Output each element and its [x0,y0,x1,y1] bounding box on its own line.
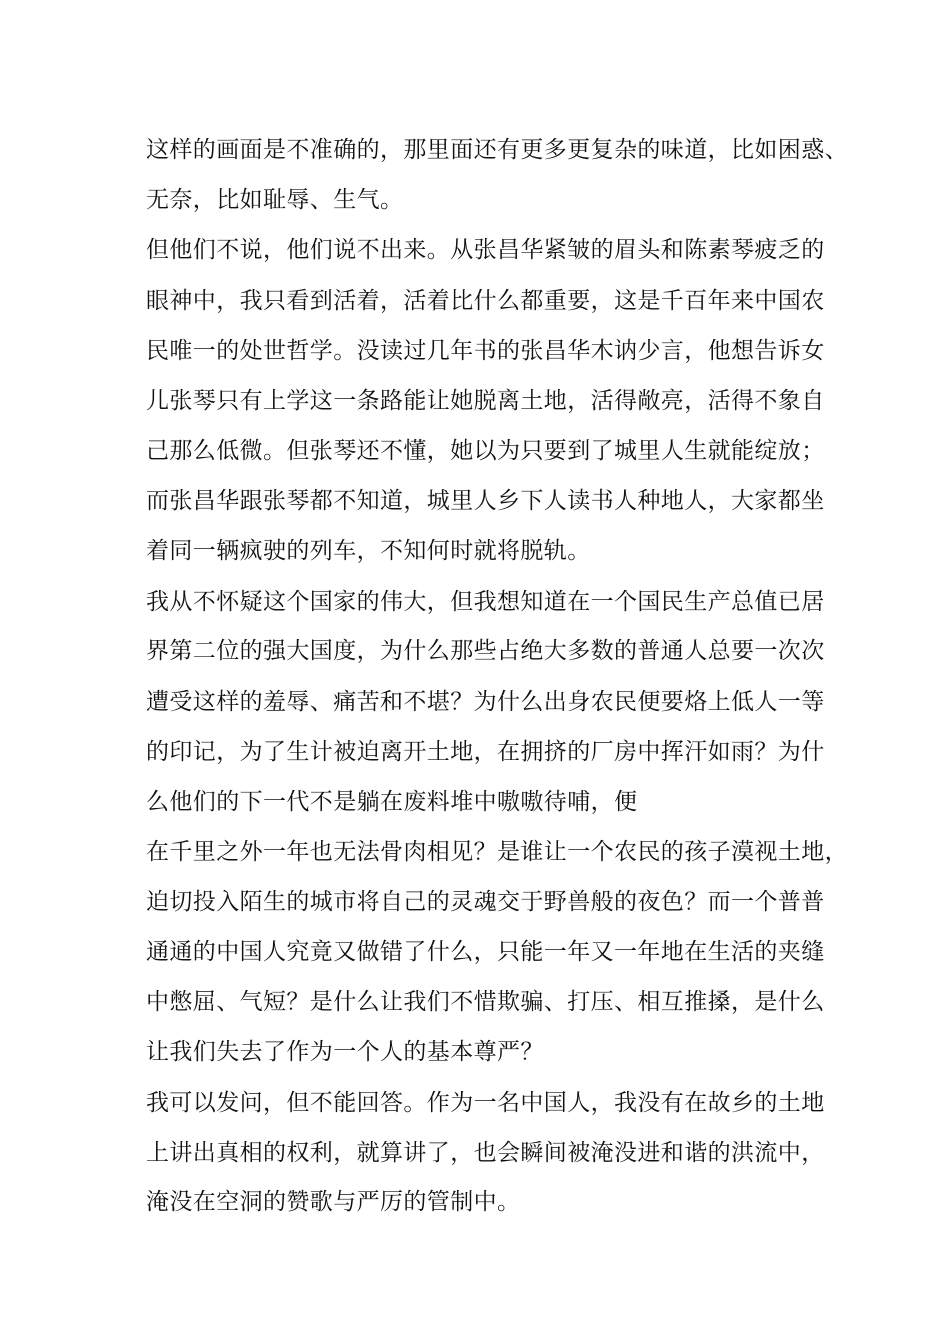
text-line: 但他们不说，他们说不出来。从张昌华紧皱的眉头和陈素琴疲乏的 [146,237,825,263]
text-line: 通通的中国人究竟又做错了什么，只能一年又一年地在生活的夹缝 [146,939,825,965]
text-line: 淹没在空洞的赞歌与严厉的管制中。 [146,1189,521,1215]
text-line: 而张昌华跟张琴都不知道，城里人乡下人读书人种地人，大家都坐 [146,488,825,514]
text-line: 无奈，比如耻辱、生气。 [146,187,404,213]
text-line: 民唯一的处世哲学。没读过几年书的张昌华木讷少言，他想告诉女 [146,338,825,364]
text-line: 己那么低微。但张琴还不懂，她以为只要到了城里人生就能绽放； [146,438,825,464]
text-line: 遭受这样的羞辱、痛苦和不堪？为什么出身农民便要烙上低人一等 [146,689,825,715]
text-line: 中憋屈、气短？是什么让我们不惜欺骗、打压、相互推搡，是什么 [146,989,825,1015]
text-line: 在千里之外一年也无法骨肉相见？是谁让一个农民的孩子漠视土地， [146,839,848,865]
text-line: 眼神中，我只看到活着，活着比什么都重要，这是千百年来中国农 [146,288,825,314]
text-line: 着同一辆疯驶的列车，不知何时就将脱轨。 [146,538,591,564]
text-line: 迫切投入陌生的城市将自己的灵魂交于野兽般的夜色？而一个普普 [146,889,825,915]
text-line: 上讲出真相的权利，就算讲了，也会瞬间被淹没进和谐的洪流中， [146,1140,825,1166]
text-line: 界第二位的强大国度，为什么那些占绝大多数的普通人总要一次次 [146,638,825,664]
text-line: 我可以发问，但不能回答。作为一名中国人，我没有在故乡的土地 [146,1090,825,1116]
text-line: 么他们的下一代不是躺在废料堆中嗷嗷待哺，便 [146,789,638,815]
text-line: 的印记，为了生计被迫离开土地，在拥挤的厂房中挥汗如雨？为什 [146,739,825,765]
text-line: 这样的画面是不准确的，那里面还有更多更复杂的味道，比如困惑、 [146,137,848,163]
text-line: 让我们失去了作为一个人的基本尊严？ [146,1039,544,1065]
text-line: 我从不怀疑这个国家的伟大，但我想知道在一个国民生产总值已居 [146,589,825,615]
text-line: 儿张琴只有上学这一条路能让她脱离土地，活得敞亮，活得不象自 [146,388,825,414]
